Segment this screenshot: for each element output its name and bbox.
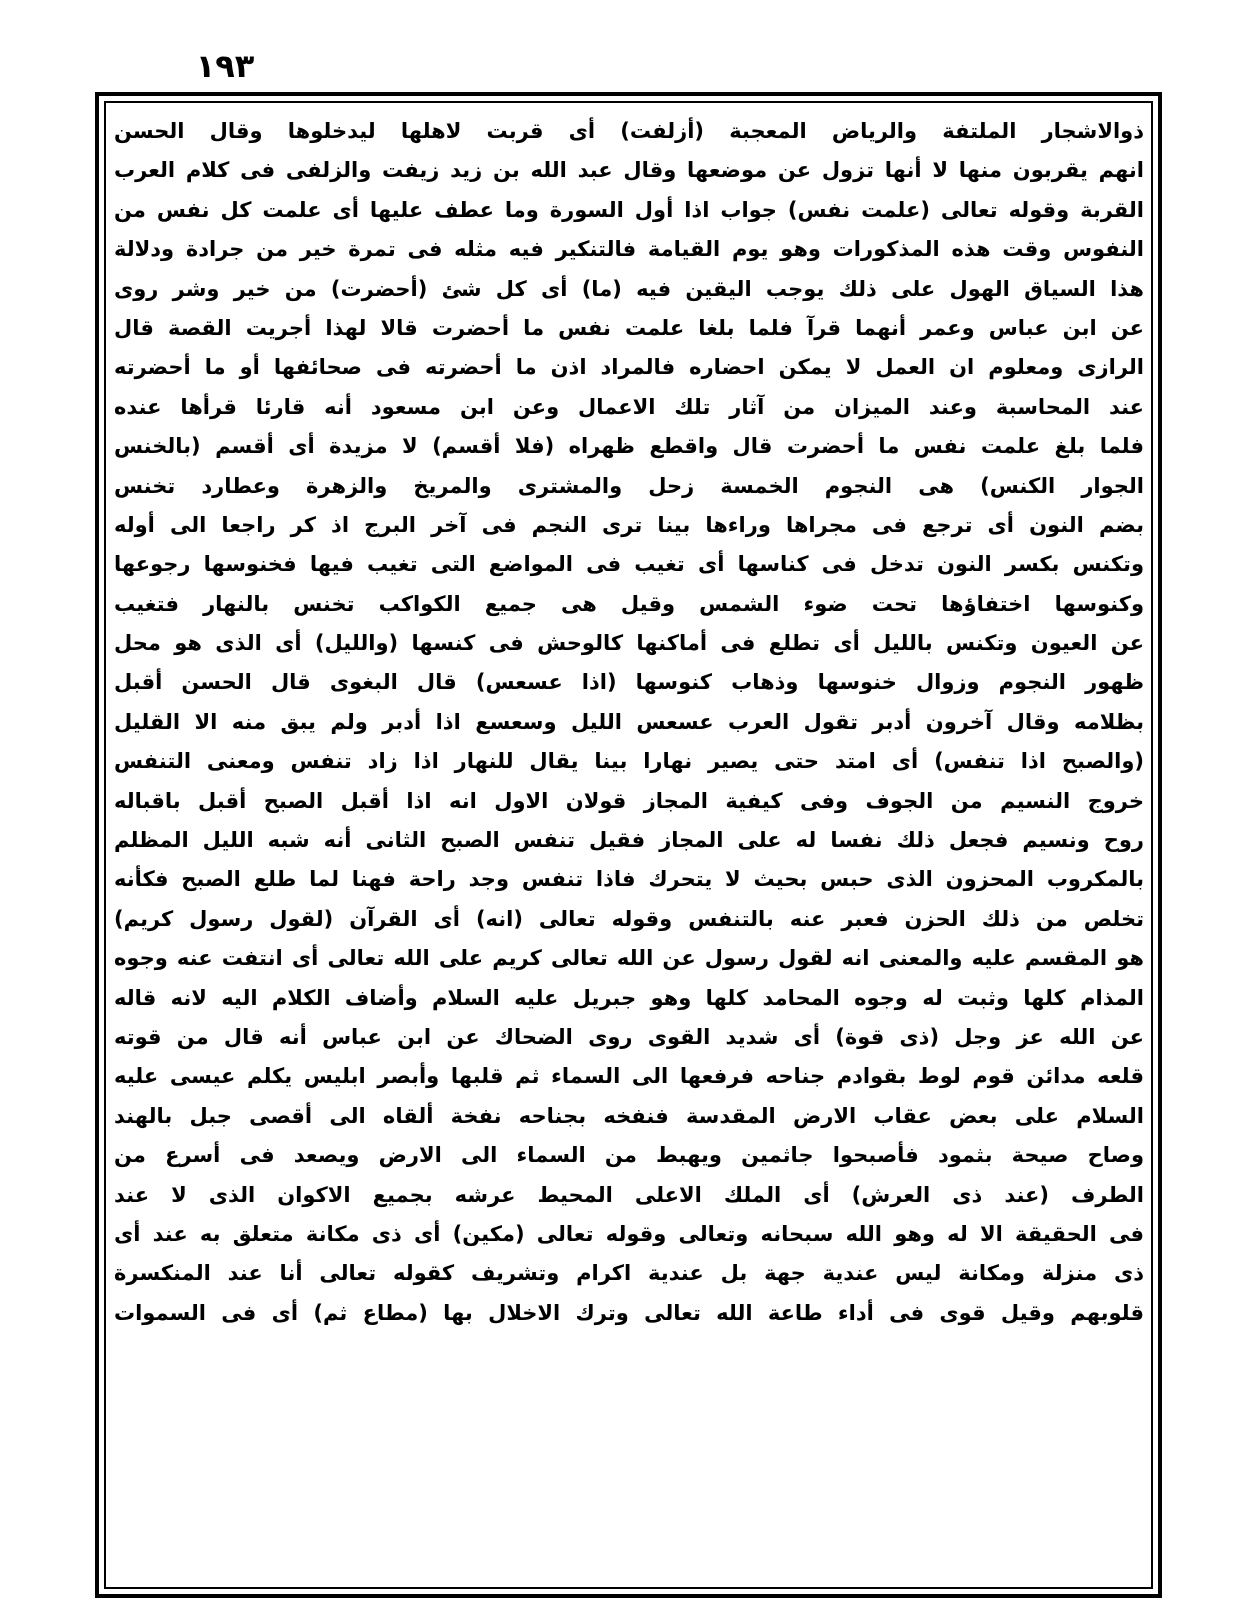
text-line: عن ابن عباس وعمر أنهما قرآ فلما بلغا علمت نفس ما أحضرت قالا لهذا أجريت القصة قال (114, 315, 1144, 340)
body-text (114, 112, 1144, 1582)
text-line: ظهور النجوم وزوال خنوسها وذهاب كنوسها (اذا عسعس) قال البغوى قال الحسن أقبل (114, 670, 1144, 695)
text-line: ذى منزلة ومكانة ليس عندية جهة بل عندية اكرام وتشريف كقوله تعالى أنا عند المنكسرة (114, 1261, 1144, 1286)
text-line: روح ونسيم فجعل ذلك نفسا له على المجاز فقيل تنفس الصبح الثانى أنه شبه الليل المظلم (114, 828, 1144, 853)
text-line: عند المحاسبة وعند الميزان من آثار تلك الاعمال وعن ابن مسعود أنه قارئا قرأها عنده (114, 394, 1144, 419)
text-line: وكنوسها اختفاؤها تحت ضوء الشمس وقيل هى جميع الكواكب تخنس بالنهار فتغيب (114, 591, 1144, 616)
text-line: عن الله عز وجل (ذى قوة) أى شديد القوى روى الضحاك عن ابن عباس أنه قال من قوته (114, 1024, 1144, 1049)
text-line: الطرف (عند ذى العرش) أى الملك الاعلى المحيط عرشه بجميع الاكوان الذى لا عند (114, 1182, 1144, 1207)
text-line: خروج النسيم من الجوف وفى كيفية المجاز قولان الاول انه اذا أقبل الصبح أقبل باقباله (114, 788, 1144, 813)
text-line: بالمكروب المحزون الذى حبس بحيث لا يتحرك فاذا تنفس وجد راحة فهنا لما طلع الصبح فكأنه (114, 867, 1144, 892)
text-line: المذام كلها وثبت له وجوه المحامد كلها وهو جبريل عليه السلام وأضاف الكلام اليه لانه قاله (114, 985, 1144, 1010)
text-line: وصاح صيحة بثمود فأصبحوا جاثمين ويهبط من السماء الى الارض ويصعد فى أسرع من (114, 1143, 1144, 1168)
text-line: هو المقسم عليه والمعنى انه لقول رسول عن الله تعالى كريم على الله تعالى أى انتفت عنه وجوه (114, 946, 1144, 971)
text-line: فى الحقيقة الا له وهو الله سبحانه وتعالى وقوله تعالى (مكين) أى ذى مكانة متعلق به عند أى (114, 1221, 1144, 1246)
text-line: القربة وقوله تعالى (علمت نفس) جواب اذا أول السورة وما عطف عليها أى علمت كل نفس من (114, 197, 1144, 222)
text-line: قلعه مدائن قوم لوط بقوادم جناحه فرفعها الى السماء ثم قلبها وأبصر ابليس يكلم عيسى عليه (114, 1064, 1144, 1089)
text-line: بضم النون أى ترجع فى مجراها وراءها بينا ترى النجم فى آخر البرج اذ كر راجعا الى أوله (114, 512, 1144, 537)
text-line: وتكنس بكسر النون تدخل فى كناسها أى تغيب فى المواضع التى تغيب فيها فخنوسها رجوعها (114, 552, 1144, 577)
text-line: بظلامه وقال آخرون أدبر تقول العرب عسعس الليل وسعسع اذا أدبر ولم يبق منه الا القليل (114, 709, 1144, 734)
text-line: الجوار الكنس) هى النجوم الخمسة زحل والمشترى والمريخ والزهرة وعطارد تخنس (114, 473, 1144, 498)
text-line: الرازى ومعلوم ان العمل لا يمكن احضاره فالمراد اذن ما أحضرته فى صحائفها أو ما أحضرته (114, 355, 1144, 380)
text-line: فلما بلغ علمت نفس ما أحضرت قال واقطع ظهراه (فلا أقسم) لا مزيدة أى أقسم (بالخنس (114, 434, 1144, 459)
text-line: ذوالاشجار الملتفة والرياض المعجبة (أزلفت) أى قربت لاهلها ليدخلوها وقال الحسن (114, 119, 1144, 143)
page-number: ١٩٣ (195, 47, 255, 85)
text-line: تخلص من ذلك الحزن فعبر عنه بالتنفس وقوله تعالى (انه) أى القرآن (لقول رسول كريم) (114, 906, 1144, 931)
text-line: عن العيون وتكنس بالليل أى تطلع فى أماكنها كالوحش فى كنسها (والليل) أى الذى هو محل (114, 631, 1144, 656)
text-line: قلوبهم وقيل قوى فى أداء طاعة الله تعالى وترك الاخلال بها (مطاع ثم) أى فى السموات (114, 1300, 1144, 1325)
text-line: هذا السياق الهول على ذلك يوجب اليقين فيه (ما) أى كل شئ (أحضرت) من خير وشر روى (114, 276, 1144, 301)
text-line: (والصبح اذا تنفس) أى امتد حتى يصير نهارا بينا يقال للنهار اذا زاد تنفس ومعنى التنفس (114, 749, 1144, 774)
text-line: النفوس وقت هذه المذكورات وهو يوم القيامة فالتنكير فيه مثله فى تمرة خير من جرادة ودلالة (114, 237, 1144, 262)
text-line: انهم يقربون منها لا أنها تزول عن موضعها وقال عبد الله بن زيد زيفت والزلفى فى كلام العرب (114, 158, 1144, 183)
text-line: السلام على بعض عقاب الارض المقدسة فنفخه بجناحه نفخة ألقاه الى أقصى جبل بالهند (114, 1103, 1144, 1128)
